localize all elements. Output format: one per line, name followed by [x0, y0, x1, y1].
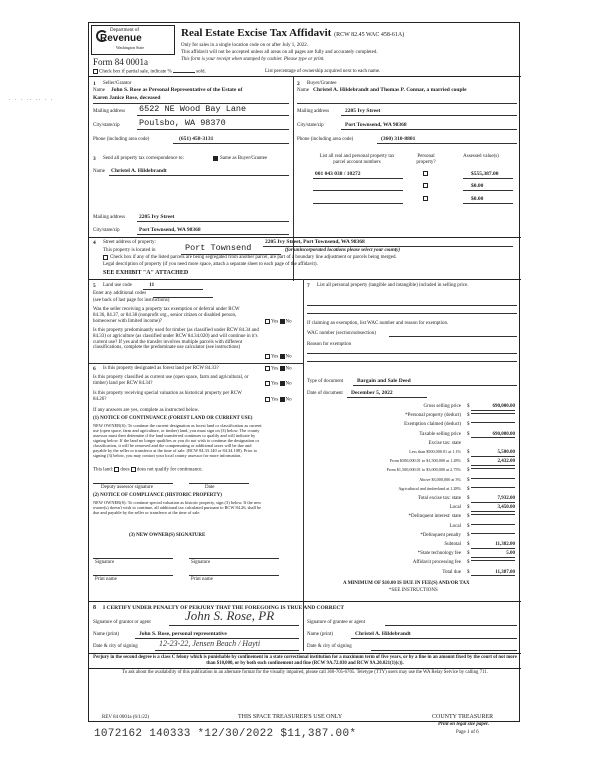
percentage-note: List percentage of ownership acquired next to each name.: [265, 69, 381, 74]
tax-calc-row: [325, 468, 521, 476]
parcel-value: $0.00: [471, 183, 484, 189]
tax-calc-row: [325, 478, 521, 486]
same-as-buyer-label: Same as Buyer/Grantee: [220, 156, 268, 161]
s6-signature-label-1: Signature: [95, 560, 115, 565]
s8-name-print-label: Name (print): [93, 632, 119, 637]
partial-sale-suffix: sold.: [196, 69, 206, 75]
dollar-sign: $: [467, 422, 470, 428]
s6-land-row: [93, 467, 203, 473]
dollar-sign: $: [467, 542, 470, 547]
s6-hist-head: (2) NOTICE OF COMPLIANCE (HISTORIC PROPERTY): [93, 493, 222, 498]
s7-num: 7: [307, 283, 310, 289]
buyer-phone-value: (360) 310-8801: [381, 136, 416, 142]
tax-calc-label: Excise tax: state: [428, 440, 461, 446]
tax-calc-label: *Delinquent interest: state: [408, 514, 461, 520]
dollar-sign: $: [467, 505, 470, 511]
dollar-sign: $: [467, 450, 470, 455]
buyer-mailing-value: 2205 Ivy Street: [345, 108, 381, 114]
landuse-additional: Enter any additional codes: [93, 291, 147, 296]
parcel-number: 001 043 038 / 10272: [315, 171, 361, 177]
tax-calc-label: Affidavit processing fee: [412, 560, 461, 566]
buyer-phone-label: Phone (including area code): [297, 137, 354, 142]
footer-legal-paper: Print on legal size paper.: [438, 722, 489, 727]
tax-calc-row: [325, 459, 521, 467]
tax-calc-label: Total due: [442, 569, 461, 575]
excise-tax-affidavit-form: [88, 22, 520, 722]
footer-treasurer-use: THIS SPACE TREASURER'S USE ONLY: [238, 714, 343, 720]
buyer-city-value: Port Townsend, WA 98368: [345, 122, 407, 128]
tax-calc-label: *State technology fee: [417, 551, 461, 557]
tax-calc-row: [325, 487, 521, 495]
s6-cont-body: NEW OWNER(S): To continue the current designation as forest land or classification as current use (open space, farm and agriculture, or timber) land, you must sign on (3) below. The county assessor must then determine if the land transferred continues to qualify and will indicate by signing below. If the land no longer qualifies or you do not wish to continue the designation or classification, it will be removed and the compensating or additional taxes will be due and payable by the seller or transferor at the time of sale. (RCW 84.33.140 or 84.34.108). Prior to signing (3) below, you may contact your local county assessor for more information.: [93, 423, 262, 459]
tax-calc-row: [325, 496, 521, 504]
tax-calc-row: [325, 514, 521, 522]
street-value: 2205 Ivy Street, Port Townsend, WA 98368: [265, 239, 365, 245]
treasurer-stamp: 1072162 140333 *12/30/2022 $11,387.00*: [94, 728, 357, 740]
s8-grantee-name-label: Name (print): [307, 632, 333, 637]
tax-calc-row: [325, 524, 521, 532]
landuse-num: 5: [93, 283, 96, 289]
tax-calc-value: [471, 533, 515, 534]
tax-calc-value: 11,382.00: [471, 542, 515, 549]
partial-sale-label: Check box if partial sale, indicate %: [99, 69, 172, 75]
seller-mailing-value: 6522 NE Wood Bay Lane: [139, 104, 247, 114]
tax-calc-value: 690,000.00: [471, 404, 515, 411]
tax-calc-label: Subtotal: [444, 542, 461, 547]
parcels-col-header-number: List all real and personal property tax parcel account numbers: [319, 154, 395, 165]
s6-does-not-checkbox[interactable]: [131, 467, 136, 472]
form-number: Form 84 0001a: [93, 57, 148, 67]
tax-calc-row: [325, 450, 521, 458]
partial-sale-checkbox[interactable]: [93, 69, 98, 74]
dollar-sign: $: [467, 477, 470, 483]
tax-calc-value: 5,500.00: [471, 450, 515, 457]
title-rcw: (RCW 82.45 WAC 458-61A): [334, 32, 405, 38]
landuse-q2-yes[interactable]: [265, 354, 270, 359]
seller-phone-value: (651) 458-3131: [179, 136, 214, 142]
scan-noise-mark: · · · ·- ·· · ·: [8, 97, 54, 103]
boundary-note: Check box if any of the listed parcels are being segregated from another parcel, are part of a boundary line adjustment or parcels being merged.: [110, 255, 397, 260]
taxcorr-name-value: Christel A. Hildebrandt: [111, 168, 167, 174]
dollar-sign: $: [467, 459, 470, 465]
seller-city-label: City/state/zip: [93, 123, 120, 128]
taxcorr-mailing-label: Mailing address: [93, 215, 126, 220]
s7-reason-label: Reason for exemption: [307, 342, 352, 347]
taxcorr-city-value: Port Townsend, WA 98368: [139, 227, 201, 233]
s6-q2-yes[interactable]: [265, 381, 270, 386]
tax-calc-row: [325, 570, 521, 578]
located-value: Port Townsend: [185, 243, 252, 253]
s6-num: 6: [93, 366, 96, 372]
s6-hist-body: NEW OWNER(S): To continue special valuation as historic property, sign (3) below. If the new owner(s) doesn't wish to continue, all additional tax calculated pursuant to RCW 84.26, shall be due and payable by the seller or transferor at the time of sale.: [93, 500, 262, 516]
tax-calc-label: Taxable selling price: [419, 431, 461, 437]
s7-wac-label: WAC number (section/subsection): [307, 331, 376, 336]
seller-heading: Seller/Grantor: [103, 81, 132, 86]
s7-doc-type-label: Type of document: [307, 379, 344, 384]
dollar-sign: $: [467, 523, 470, 529]
tax-calc-value: [471, 413, 515, 414]
tax-calc-label: Agricultural and timberland at 1.28%: [398, 485, 461, 491]
tax-calc-value: [471, 560, 515, 561]
landuse-q1-yes[interactable]: [265, 319, 270, 324]
buyer-mailing-label: Mailing address: [297, 109, 330, 114]
s8-certify: I CERTIFY UNDER PENALTY OF PERJURY THAT THE FOREGOING IS TRUE AND CORRECT: [103, 605, 345, 611]
buyer-num: 2: [297, 81, 300, 87]
subtitle-2: This affidavit will not be accepted unless all areas on all pages are fully and accurately completed.: [181, 50, 378, 55]
see-instructions: *SEE INSTRUCTIONS: [389, 588, 438, 593]
tax-calc-row: [325, 505, 521, 513]
parcel-personal-checkbox[interactable]: [423, 196, 428, 201]
column-divider-bottom: [303, 279, 304, 651]
parcel-personal-checkbox[interactable]: [423, 171, 428, 176]
landuse-q2-no[interactable]: [280, 354, 285, 359]
landuse-label: Land use code: [103, 283, 132, 288]
footer-page: Page 1 of 6: [456, 730, 479, 735]
footer-county-treasurer: COUNTY TREASURER: [432, 714, 494, 720]
landuse-additional-note: (see back of last page for instructions): [93, 298, 170, 303]
landuse-q1-answer: Yes No: [265, 319, 292, 325]
grantor-date-city: 12-23-22, Jensen Beach / Hayti: [159, 639, 261, 648]
tax-calc-row: [325, 441, 521, 449]
tax-calc-label: From $1,500,000.01 to $3,000,000 at 2.75%: [386, 467, 461, 473]
tax-calc-row: [325, 551, 521, 559]
buyer-name-value: Christel A. Hildebrandt and Thomas P. Connar, a married couple: [313, 87, 467, 93]
taxcorr-num: 3: [93, 156, 96, 162]
tax-calc-value: [471, 478, 515, 479]
s6-q1-no[interactable]: [280, 366, 285, 371]
seller-mailing-label: Mailing address: [93, 109, 126, 114]
s6-q3-answer: Yes No: [265, 397, 292, 403]
form-title: [181, 27, 404, 40]
dollar-sign: $: [467, 514, 470, 520]
dollar-sign: $: [467, 431, 470, 437]
tax-calc-label: Less than $500,000.01 at 1.1%: [409, 449, 461, 454]
tax-calc-value: 11,387.00: [471, 570, 515, 577]
s8-grantee-date-label: Date & city of signing: [307, 644, 352, 649]
dollar-sign: $: [467, 496, 470, 501]
s6-q2-no[interactable]: [280, 381, 285, 386]
subtitle-1: Only for sales in a single location code on or after July 1, 2022.: [181, 43, 309, 48]
parcel-value: $0.00: [471, 196, 484, 202]
logo-wordmark: Revenue: [100, 33, 142, 44]
taxcorr-heading: Send all property tax correspondence to:: [103, 156, 184, 161]
revenue-logo: [91, 25, 175, 55]
boundary-checkbox[interactable]: [103, 255, 108, 260]
tax-calc-value: 3,450.00: [471, 505, 515, 512]
dollar-sign: $: [467, 404, 470, 409]
tax-calc-value: 690,000.00: [471, 432, 515, 439]
tax-calc-row: [325, 432, 521, 440]
seller-name-label: Name: [93, 88, 105, 93]
s6-date-label: Date: [205, 485, 215, 490]
perjury-text: Perjury in the second degree is a class C felony which is punishable by confinement in a state correctional institution for a maximum term of five years, or by a fine in an amount fixed by the court of not more than $10,000, or by both such confinement and fine (RCW 9A.72.030 and RCW 9A.20.021(1)(c)).: [93, 655, 517, 666]
s6-land-label: This land:: [93, 467, 114, 473]
s6-q3: Is this property receiving special valuation as historical property per RCW 84.26?: [93, 391, 242, 402]
tax-calc-value: [471, 422, 515, 423]
same-as-buyer-checkbox[interactable]: [213, 156, 218, 161]
s8-sig-grantee-label: Signature of grantee or agent: [307, 620, 366, 625]
taxcorr-city-label: City/state/zip: [93, 228, 120, 233]
legal-exhibit: SEE EXHIBIT "A" ATTACHED: [103, 270, 189, 276]
tax-calc-row: [325, 413, 521, 421]
s7-personal-prop: List all personal property (tangible and intangible) included in selling price.: [317, 283, 469, 288]
located-note: (for unincorporated locations please select your county): [285, 248, 400, 253]
seller-num: 1: [93, 81, 96, 87]
buyer-name-label: Name: [297, 88, 309, 93]
s6-print-label-2: Print name: [191, 577, 213, 582]
logo-dept: Department of: [110, 28, 140, 33]
landuse-q2-answer: Yes No: [265, 354, 292, 360]
dollar-sign: $: [467, 569, 470, 575]
partial-percent-field[interactable]: [173, 72, 195, 73]
seller-city-value: Poulsbo, WA 98370: [139, 118, 226, 128]
taxcorr-mailing-value: 2205 Ivy Street: [139, 214, 175, 220]
ada-text: To ask about the availability of this publication in an alternate format for the visually impaired, please call 360-705-6705. Teletype (TTY) users may use the WA Relay Service by calling 711.: [122, 670, 488, 675]
dollar-sign: $: [467, 468, 470, 474]
s7-doc-date-value: December 5, 2022: [351, 390, 393, 396]
s6-does-label: does: [120, 467, 130, 473]
s6-q3-yes[interactable]: [265, 397, 270, 402]
dollar-sign: $: [467, 486, 470, 492]
street-num: 4: [93, 240, 96, 246]
dollar-sign: $: [467, 413, 470, 419]
seller-name-line2: Karen Janice Rose, deceased: [93, 95, 161, 101]
parcels-col-header-value: Assessed value(s): [463, 154, 499, 159]
s6-new-owner-sig: (3) NEW OWNER(S) SIGNATURE: [129, 533, 206, 538]
tax-calc-label: Gross selling price: [423, 404, 461, 409]
tax-calc-value: 2,432.00: [471, 459, 515, 466]
landuse-q2: Is this property predominantly used for timber (as classified under RCW 84.34 and 84.33) or agriculture (as classified under RCW 84.34.020) and will continue in it's current use? If yes and the transfer involves multiple parcels with different classifications, complete the predominate use calculator (see instructions): [93, 328, 259, 351]
tax-calc-row: [325, 533, 521, 541]
grantor-signature: John S. Rose, PR: [185, 608, 275, 623]
landuse-q1-no[interactable]: [280, 319, 285, 324]
s8-num: 8: [93, 605, 96, 611]
tax-calc-label: *Personal property (deduct): [405, 413, 461, 419]
tax-calc-label: Local: [449, 505, 461, 511]
parcel-personal-checkbox[interactable]: [423, 183, 428, 188]
s6-q3-no[interactable]: [280, 397, 285, 402]
s6-q1-yes[interactable]: [265, 366, 270, 371]
logo-state: Washington State: [116, 45, 145, 50]
s6-cont-head: (1) NOTICE OF CONTINUANCE (FOREST LAND OR CURRENT USE): [93, 416, 253, 421]
dollar-sign: $: [467, 532, 470, 538]
s7-doc-type-value: Bargain and Sale Deed: [357, 378, 411, 384]
partial-sale-row: [93, 69, 206, 75]
s8-grantor-name: John S. Rose, personal representative: [139, 631, 227, 637]
s6-if-yes: If any answers are yes, complete as instructed below.: [93, 408, 200, 413]
tax-calc-value: [471, 468, 515, 469]
located-label: This property is located in: [103, 248, 156, 253]
s6-q1-answer: Yes No: [265, 366, 292, 372]
parcel-value: $555,387.00: [471, 171, 499, 177]
s7-exemption-note: If claiming an exemption, list WAC number and reason for exemption.: [307, 321, 449, 326]
dollar-sign: $: [467, 551, 470, 557]
tax-calc-label: Exemption claimed (deduct): [404, 422, 461, 428]
tax-calc-row: [325, 542, 521, 550]
s6-does-checkbox[interactable]: [114, 467, 119, 472]
s8-grantee-name: Christel A. Hildebrandt: [355, 631, 411, 637]
s6-q2: Is this property classified as current use (open space, farm and agricultural, or timber) land per RCW 84.34?: [93, 375, 249, 386]
buyer-city-label: City/state/zip: [297, 123, 324, 128]
dollar-sign: $: [467, 560, 470, 566]
subtitle-3: This form is your receipt when stamped by cashier. Please type or print.: [181, 57, 325, 62]
s6-deputy-label: Deputy assessor signature: [101, 485, 153, 490]
s6-signature-label-2: Signature: [191, 560, 211, 565]
s6-q2-answer: Yes No: [265, 381, 292, 387]
landuse-value: 11: [149, 282, 155, 288]
tax-calc-value: 5.00: [471, 551, 515, 558]
tax-calc-label: Local: [449, 523, 461, 529]
tax-calc-row: [325, 422, 521, 430]
seller-phone-label: Phone (including area code): [93, 137, 150, 142]
tax-calc-value: [471, 524, 515, 525]
tax-calc-row: [325, 560, 521, 568]
street-label: Street address of property:: [103, 240, 156, 245]
tax-calc-row: [325, 404, 521, 412]
buyer-heading: Buyer/Grantee: [307, 81, 337, 86]
minimum-note: A MINIMUM OF $10.00 IS DUE IN FEE(S) AND/OR TAX: [343, 581, 470, 586]
s6-print-label-1: Print name: [95, 577, 117, 582]
form-header: [89, 23, 521, 77]
s7-doc-date-label: Date of document: [307, 391, 343, 396]
tax-calc-value: [471, 487, 515, 488]
legal-note: Legal description of property (if you need more space, attach a separate sheet to each page of the affidavit).: [103, 262, 318, 267]
s6-q1: Is this property designated as forest land per RCW 84.33?: [103, 366, 219, 371]
tax-calc-label: From $500,000.01 to $1,500,000 at 1.28%: [389, 458, 461, 464]
tax-calc-label: Above $3,000,000 at 3%: [419, 476, 461, 482]
s6-does-not-label: does not qualify for continuance.: [136, 467, 203, 473]
tax-calc-value: [471, 514, 515, 515]
s8-sig-grantor-label: Signature of grantor or agent: [93, 620, 151, 625]
footer-rev: REV 84 0001a (6/1/22): [102, 715, 149, 720]
landuse-q1: Was the seller receiving a property tax exemption or deferral under RCW 84.36, 84.37, or 84.38 (nonprofit org., senior citizen or disabled person, homeowner with limited income)?: [93, 307, 240, 324]
tax-calc-label: Total excise tax: state: [417, 496, 461, 501]
tax-calc-value: 7,932.00: [471, 496, 515, 503]
tax-calc-label: *Delinquent penalty: [420, 532, 461, 538]
parcels-col-header-personal: Personal property?: [416, 154, 436, 165]
taxcorr-name-label: Name: [93, 169, 105, 174]
seller-name-line1: John S. Rose as Personal Representative of the Estate of: [111, 87, 243, 93]
title-text: Real Estate Excise Tax Affidavit: [181, 27, 332, 39]
s8-date-city-label: Date & city of signing: [93, 644, 138, 649]
